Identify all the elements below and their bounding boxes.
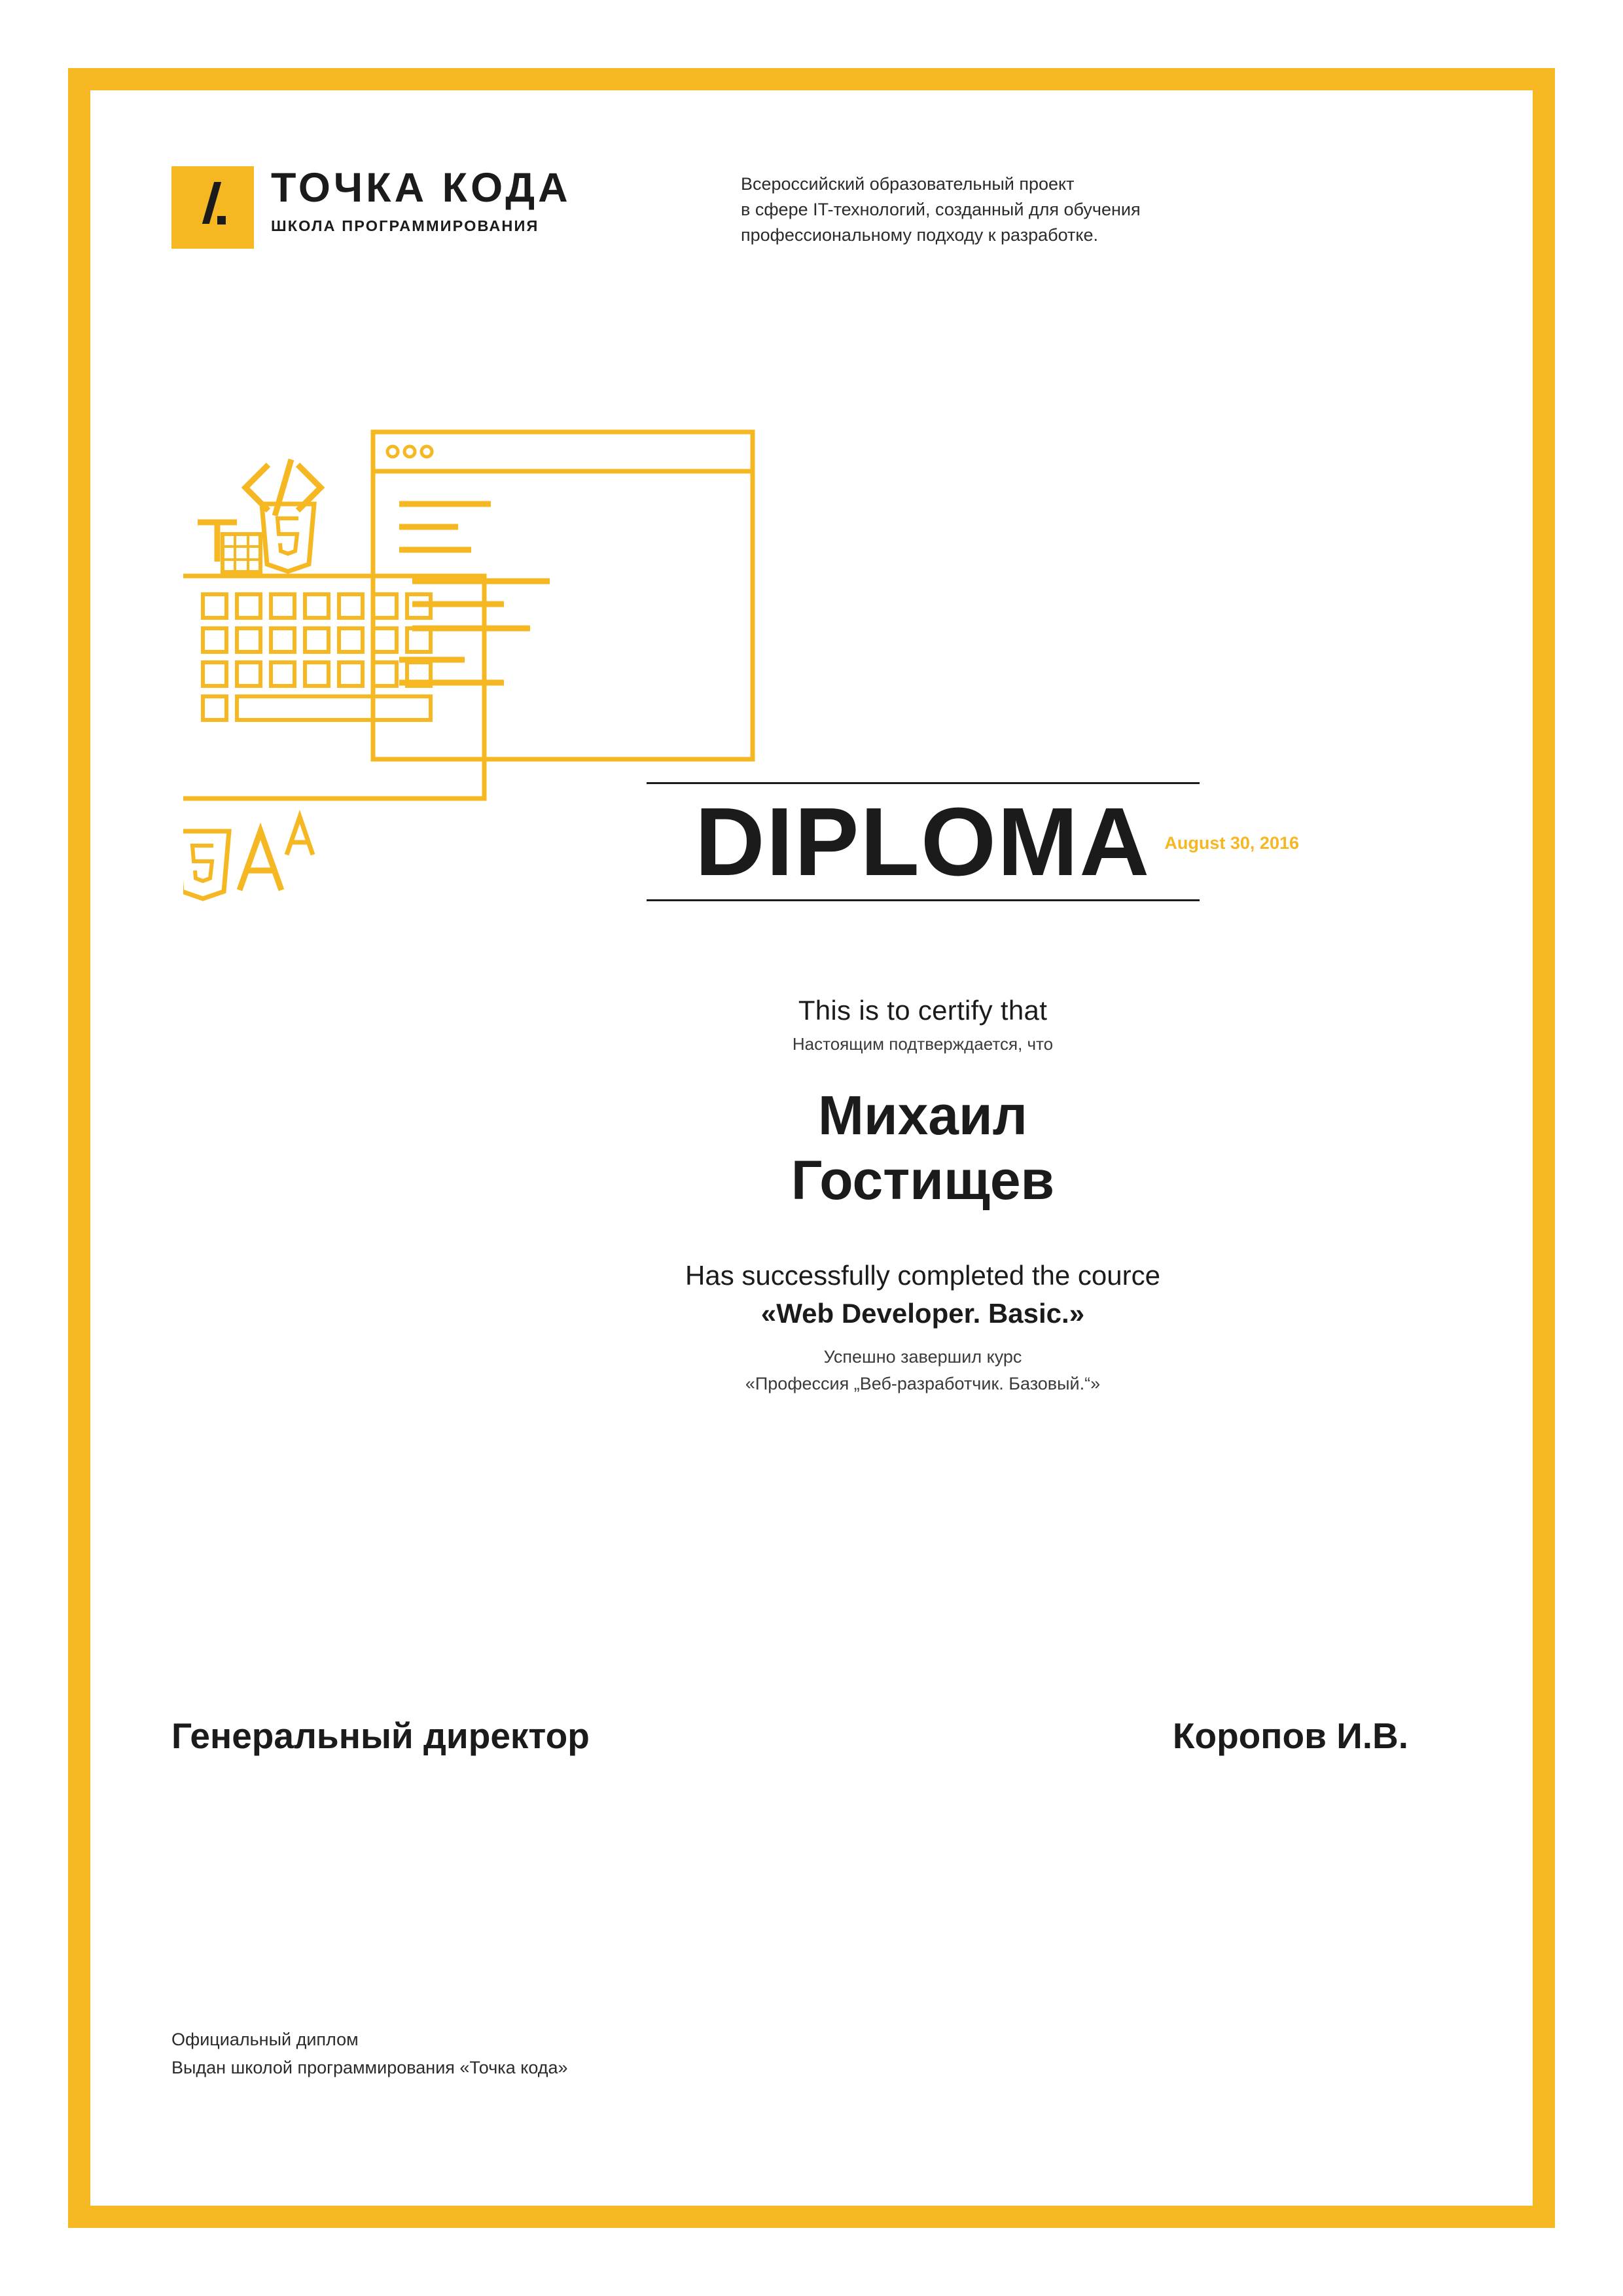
recipient-name — [497, 1083, 1348, 1213]
course-title-ru: «Профессия „Веб-разработчик. Базовый.“» — [745, 1373, 1101, 1393]
html5-badge-icon — [262, 504, 314, 571]
brand-subtitle: ШКОЛА ПРОГРАММИРОВАНИЯ — [271, 217, 539, 234]
header-description-line-1: Всероссийский образовательный проект — [741, 174, 1075, 194]
signer-name: Коропов И.В. — [1172, 1715, 1408, 1756]
footer-line-2: Выдан школой программирования «Точка кода» — [171, 2058, 568, 2078]
footer — [171, 2026, 568, 2082]
css3-badge-icon — [183, 831, 229, 899]
course-text-en: Has successfully completed the cource — [685, 1260, 1160, 1291]
header — [171, 164, 1454, 249]
course-block — [497, 1260, 1348, 1397]
certify-text-en: This is to certify that — [798, 995, 1048, 1026]
brand-text — [271, 164, 571, 235]
diploma-title-block — [628, 782, 1299, 901]
recipient-first-name: Михаил — [817, 1085, 1028, 1146]
page-title: DIPLOMA — [694, 788, 1151, 896]
header-description — [741, 164, 1141, 248]
issue-date: August 30, 2016 — [1164, 833, 1299, 853]
typography-icon — [198, 522, 260, 572]
code-brackets-icon — [245, 459, 321, 516]
signature-row — [171, 1715, 1408, 1757]
header-description-line-3: профессиональному подходу к разработке. — [741, 225, 1099, 245]
illustration — [183, 412, 916, 1041]
certification-block — [497, 995, 1348, 1397]
logo-mark-icon — [171, 166, 254, 249]
course-text-ru-line-1: Успешно завершил курс — [823, 1347, 1022, 1367]
logo-dot-shape — [217, 216, 226, 224]
recipient-last-name: Гостищев — [791, 1149, 1055, 1211]
footer-line-1: Официальный диплом — [171, 2030, 359, 2049]
header-description-line-2: в сфере IT-технологий, созданный для обучения — [741, 200, 1141, 220]
brand-title: ТОЧКА КОДА — [271, 165, 571, 211]
keyboard-keys — [203, 594, 431, 720]
certify-text-ru: Настоящим подтверждается, что — [792, 1034, 1054, 1054]
course-text-ru — [497, 1344, 1348, 1397]
brand-logo — [171, 164, 721, 249]
font-size-icon — [240, 817, 313, 890]
course-title-en: «Web Developer. Basic.» — [760, 1298, 1085, 1329]
rule-bottom — [647, 899, 1200, 901]
signer-role: Генеральный директор — [171, 1715, 590, 1756]
